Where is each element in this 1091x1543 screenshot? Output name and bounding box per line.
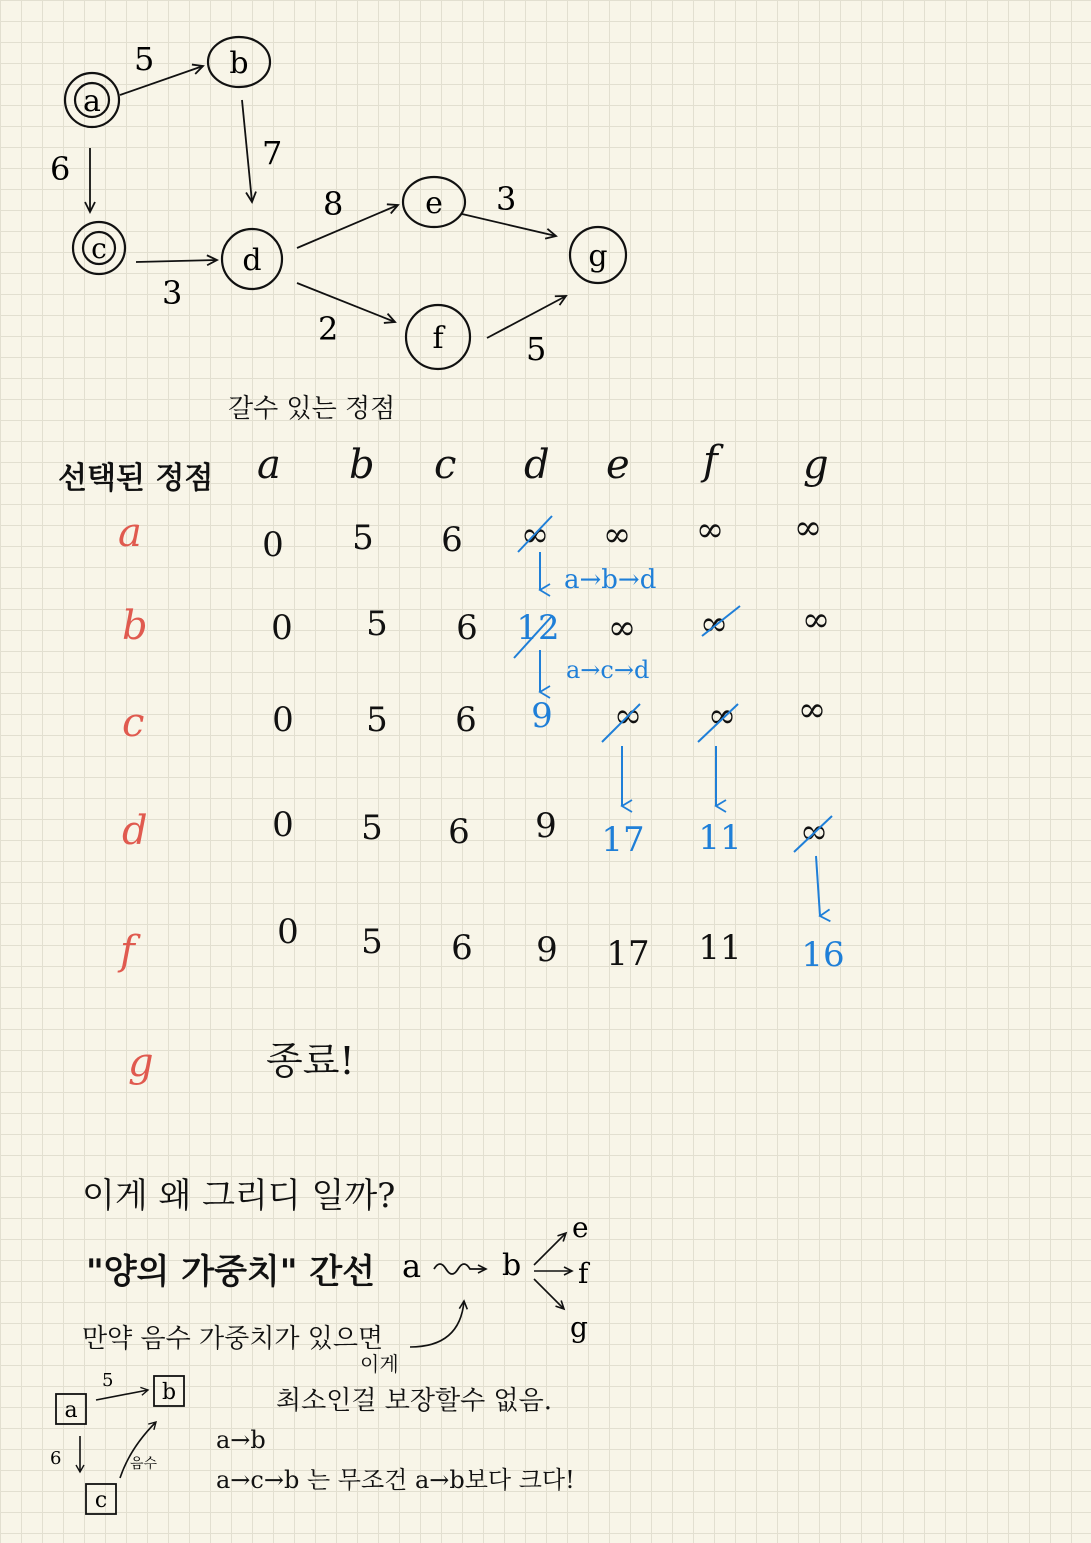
cell-b-b: 5 xyxy=(366,604,388,644)
small-weight-5: 5 xyxy=(102,1370,114,1391)
diagram-f: f xyxy=(578,1257,589,1290)
negative-case-note: 만약 음수 가중치가 있으면 xyxy=(82,1324,384,1354)
node-f-label: f xyxy=(432,321,444,356)
small-b-label: b xyxy=(161,1380,177,1405)
row-label-b: b xyxy=(122,603,148,649)
cell-c-a: 0 xyxy=(272,700,294,740)
strike-a-d xyxy=(518,516,552,552)
node-b-label: b xyxy=(229,46,249,81)
cell-d-g: ∞ xyxy=(799,812,829,852)
column-header-b: b xyxy=(349,442,375,488)
cell-b-e: ∞ xyxy=(607,608,637,648)
cell-f-f: 11 xyxy=(698,928,742,968)
node-c-label: c xyxy=(91,232,107,265)
cell-f-d: 9 xyxy=(536,930,558,970)
small-weight-6: 6 xyxy=(50,1448,62,1469)
cell-c-c: 6 xyxy=(455,700,477,740)
cell-a-a: 0 xyxy=(262,525,284,565)
cell-a-g: ∞ xyxy=(793,508,823,548)
positive-weight-note: "양의 가중치" 간선 xyxy=(86,1252,376,1292)
path-ab-note: a→b xyxy=(216,1426,266,1454)
cell-c-b: 5 xyxy=(366,700,388,740)
column-header-e: e xyxy=(606,442,630,488)
weight-e-g: 3 xyxy=(496,180,517,218)
negative-weight-diagram xyxy=(40,1360,220,1520)
small-a-label: a xyxy=(64,1398,78,1423)
greedy-question: 이게 왜 그리디 일까? xyxy=(82,1176,396,1216)
diagram-arrow-e xyxy=(534,1233,566,1265)
cell-d-f: 11 xyxy=(698,818,742,858)
cell-f-g: 16 xyxy=(801,935,845,975)
node-e-label: e xyxy=(425,186,443,221)
weight-b-d: 7 xyxy=(262,134,283,172)
weight-d-f: 2 xyxy=(318,310,339,348)
positive-weight-diagram xyxy=(390,1205,630,1355)
column-header-d: d xyxy=(524,442,550,488)
node-g-label: g xyxy=(588,239,608,274)
cell-b-g: ∞ xyxy=(801,600,831,640)
diagram-g: g xyxy=(570,1311,588,1344)
column-header-f: f xyxy=(703,438,718,484)
path-acb-note: a→c→b 는 무조건 a→b보다 크다! xyxy=(216,1466,575,1494)
cell-a-f: ∞ xyxy=(695,510,725,550)
cell-f-e: 17 xyxy=(606,934,650,974)
table-corner-label: 선택된 정점 xyxy=(58,461,214,496)
strike-b-f xyxy=(702,606,740,636)
cell-c-g: ∞ xyxy=(797,690,827,730)
node-a-label: a xyxy=(83,84,101,119)
small-edge-a-b xyxy=(96,1390,148,1400)
path-note-abd: a→b→d xyxy=(564,565,657,595)
cell-a-e: ∞ xyxy=(602,515,632,555)
weight-f-g: 5 xyxy=(526,330,547,368)
diagram-a: a xyxy=(402,1247,422,1285)
cell-b-f: ∞ xyxy=(699,604,729,644)
cell-d-a: 0 xyxy=(272,805,294,845)
diagram-e: e xyxy=(572,1211,589,1244)
cell-b-c: 6 xyxy=(456,608,478,648)
cell-f-a: 0 xyxy=(277,912,299,952)
weight-a-c: 6 xyxy=(50,150,71,188)
strike-c-f xyxy=(698,704,738,742)
cell-a-d: ∞ xyxy=(520,515,550,555)
table-caption: 갈수 있는 정점 xyxy=(228,394,396,424)
small-negative-label: 음수 xyxy=(130,1456,158,1472)
path-note-acd: a→c→d xyxy=(566,656,650,684)
cell-f-c: 6 xyxy=(451,928,473,968)
diagram-b: b xyxy=(502,1248,522,1283)
this-label: 이게 xyxy=(360,1352,399,1376)
cell-d-d: 9 xyxy=(535,806,557,846)
finished-label: 종료! xyxy=(266,1039,355,1083)
cell-f-b: 5 xyxy=(361,922,383,962)
node-d-label: d xyxy=(242,243,262,278)
cell-c-f: ∞ xyxy=(707,696,737,736)
cell-a-c: 6 xyxy=(441,520,463,560)
weight-a-b: 5 xyxy=(134,40,155,78)
row-label-a: a xyxy=(118,510,142,556)
row-label-c: c xyxy=(122,700,145,746)
strike-c-e xyxy=(602,704,640,742)
pointer-curve xyxy=(410,1301,464,1347)
cell-d-b: 5 xyxy=(361,808,383,848)
strike-b-d xyxy=(514,616,552,658)
row-label-f: f xyxy=(120,928,135,974)
column-header-c: c xyxy=(434,442,457,488)
arrow-g-row-d-f xyxy=(816,856,820,916)
weight-c-d: 3 xyxy=(162,274,183,312)
cell-b-d: 12 xyxy=(516,608,560,648)
small-c-label: c xyxy=(94,1488,108,1513)
wavy-arrow xyxy=(434,1264,486,1274)
row-label-g: g xyxy=(128,1040,154,1086)
no-guarantee-note: 최소인걸 보장할수 없음. xyxy=(276,1386,552,1416)
cell-c-e: ∞ xyxy=(613,696,643,736)
column-header-a: a xyxy=(257,442,281,488)
cell-a-b: 5 xyxy=(352,518,374,558)
diagram-arrow-g xyxy=(534,1279,564,1309)
weight-d-e: 8 xyxy=(323,185,344,223)
column-header-g: g xyxy=(803,442,829,488)
row-label-d: d xyxy=(122,808,148,854)
cell-d-c: 6 xyxy=(448,812,470,852)
cell-c-d: 9 xyxy=(531,696,553,736)
cell-d-e: 17 xyxy=(601,820,645,860)
cell-b-a: 0 xyxy=(271,608,293,648)
strike-d-g xyxy=(794,816,832,852)
